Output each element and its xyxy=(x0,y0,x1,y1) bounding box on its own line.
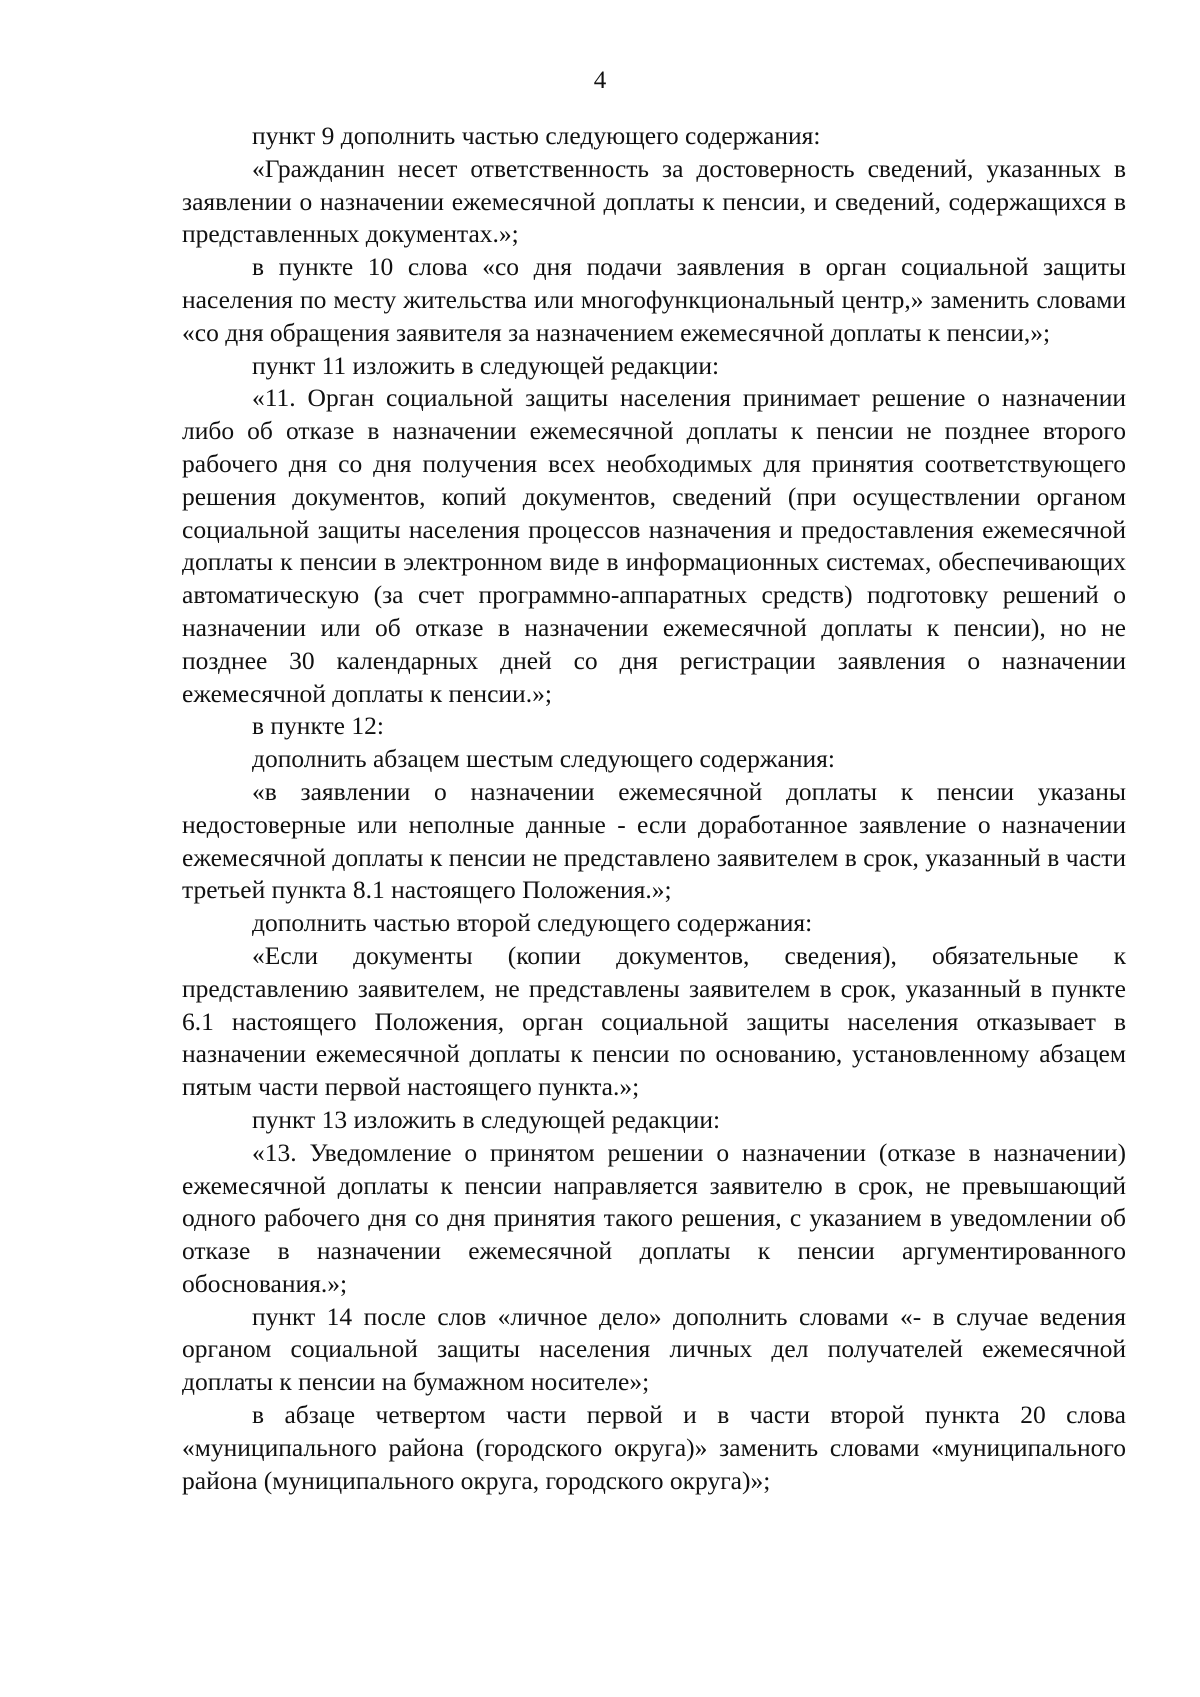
paragraph: в абзаце четвертом части первой и в части второй пункта 20 слова «муниципального района (городского округа)» заменить словами «муниципального района (муниципального округа, городского округа)»; xyxy=(182,1400,1126,1495)
paragraph: «Если документы (копии документов, сведения), обязательные к представлению заявителем, не представлены заявителем в срок, указанный в пункте 6.1 настоящего Положения, орган социальной защиты населения отказывает в назначении ежемесячной доплаты к пенсии по основанию, установленному абзацем пятым части первой настоящего пункта.»; xyxy=(182,940,1126,1102)
paragraph: пункт 9 дополнить частью следующего содержания: xyxy=(252,121,821,150)
paragraph: дополнить частью второй следующего содержания: xyxy=(252,908,813,938)
paragraph: в пункте 12: xyxy=(252,711,384,741)
paragraph: в пункте 10 слова «со дня подачи заявления в орган социальной защиты населения по месту жительства или многофункциональный центр,» заменить словами «со дня обращения заявителя за назначением ежемесячной доплаты к пенсии,»; xyxy=(182,252,1126,347)
paragraph: дополнить абзацем шестым следующего содержания: xyxy=(252,744,835,774)
paragraph: «в заявлении о назначении ежемесячной доплаты к пенсии указаны недостоверные или неполные данные - если доработанное заявление о назначении ежемесячной доплаты к пенсии не представлено заявителем в срок, указанный в части третьей пункта 8.1 настоящего Положения.»; xyxy=(182,776,1126,905)
paragraph: пункт 11 изложить в следующей редакции: xyxy=(252,350,720,380)
document-body xyxy=(182,120,1126,1497)
paragraph: пункт 13 изложить в следующей редакции: xyxy=(252,1104,721,1134)
paragraph: «11. Орган социальной защиты населения принимает решение о назначении либо об отказе в назначении ежемесячной доплаты к пенсии не позднее второго рабочего дня со дня получения всех необходимых для принятия соответствующего решения документов, копий документов, сведений (при осуществлении органом социальной защиты населения процессов назначения и предоставления ежемесячной доплаты к пенсии в электронном виде в информационных системах, обеспечивающих автоматическую (за счет программно-аппаратных средств) подготовку решений о назначении или об отказе в назначении ежемесячной доплаты к пенсии), но не позднее 30 календарных дней со дня регистрации заявления о назначении ежемесячной доплаты к пенсии.»; xyxy=(182,383,1126,708)
paragraph: «13. Уведомление о принятом решении о назначении (отказе в назначении) ежемесячной доплаты к пенсии направляется заявителю в срок, не превышающий одного рабочего дня со дня принятия такого решения, с указанием в уведомлении об отказе в назначении ежемесячной доплаты к пенсии аргументированного обоснования.»; xyxy=(182,1137,1126,1298)
paragraph: «Гражданин несет ответственность за достоверность сведений, указанных в заявлении о назначении ежемесячной доплаты к пенсии, и сведений, содержащихся в представленных документах.»; xyxy=(182,153,1126,249)
page-number: 4 xyxy=(593,67,607,94)
paragraph: пункт 14 после слов «личное дело» дополнить словами «- в случае ведения органом социальной защиты населения личных дел получателей ежемесячной доплаты к пенсии на бумажном носителе»; xyxy=(182,1301,1126,1397)
